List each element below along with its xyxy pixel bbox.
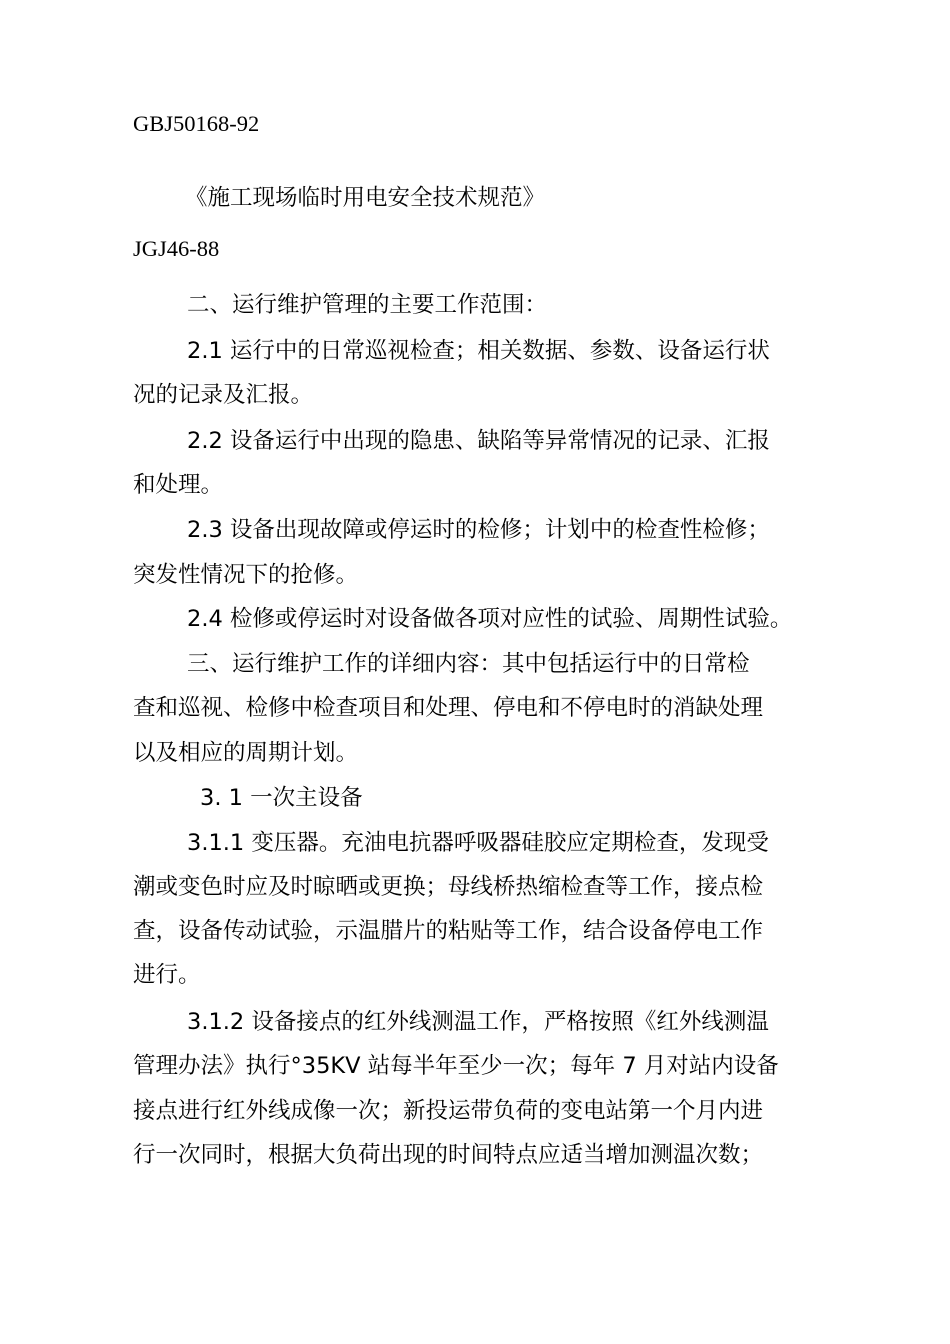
- standard-title: 《施工现场临时用电安全技术规范》: [185, 185, 546, 211]
- item-3-1-1-line-4: 进行。: [133, 962, 201, 988]
- item-3-1-1-line-1: 3.1.1 变压器。充油电抗器呼吸器硅胶应定期检查，发现受: [187, 830, 769, 856]
- section-2-heading: 二、运行维护管理的主要工作范围：: [187, 292, 548, 318]
- standard-code-gbj: GBJ50168-92: [133, 111, 260, 136]
- heading-3-1: 3. 1 一次主设备: [200, 785, 363, 811]
- section-3-line-1: 三、运行维护工作的详细内容：其中包括运行中的日常检: [187, 651, 750, 677]
- item-2-4-line-1: 2.4 检修或停运时对设备做各项对应性的试验、周期性试验。: [187, 606, 793, 632]
- item-2-3-line-2: 突发性情况下的抢修。: [133, 562, 359, 588]
- item-2-2-line-1: 2.2 设备运行中出现的隐患、缺陷等异常情况的记录、汇报: [187, 428, 770, 454]
- item-3-1-2-line-4: 行一次同时，根据大负荷出现的时间特点应适当增加测温次数；: [133, 1142, 764, 1168]
- item-3-1-1-line-2: 潮或变色时应及时晾晒或更换；母线桥热缩检查等工作，接点检: [133, 874, 764, 900]
- section-3-line-3: 以及相应的周期计划。: [133, 740, 359, 766]
- item-2-1-line-1: 2.1 运行中的日常巡视检查；相关数据、参数、设备运行状: [187, 338, 770, 364]
- item-3-1-2-line-2: 管理办法》执行°35KV 站每半年至少一次；每年 7 月对站内设备: [133, 1053, 779, 1079]
- standard-code-jgj: JGJ46-88: [133, 236, 220, 261]
- item-2-1-line-2: 况的记录及汇报。: [133, 382, 314, 408]
- section-3-line-2: 查和巡视、检修中检查项目和处理、停电和不停电时的消缺处理: [133, 695, 764, 721]
- item-3-1-1-line-3: 查，设备传动试验，示温腊片的粘贴等工作，结合设备停电工作: [133, 918, 764, 944]
- item-3-1-2-line-3: 接点进行红外线成像一次；新投运带负荷的变电站第一个月内进: [133, 1098, 764, 1124]
- item-2-2-line-2: 和处理。: [133, 472, 224, 498]
- item-2-3-line-1: 2.3 设备出现故障或停运时的检修；计划中的检查性检修；: [187, 517, 770, 543]
- item-3-1-2-line-1: 3.1.2 设备接点的红外线测温工作，严格按照《红外线测温: [187, 1009, 769, 1035]
